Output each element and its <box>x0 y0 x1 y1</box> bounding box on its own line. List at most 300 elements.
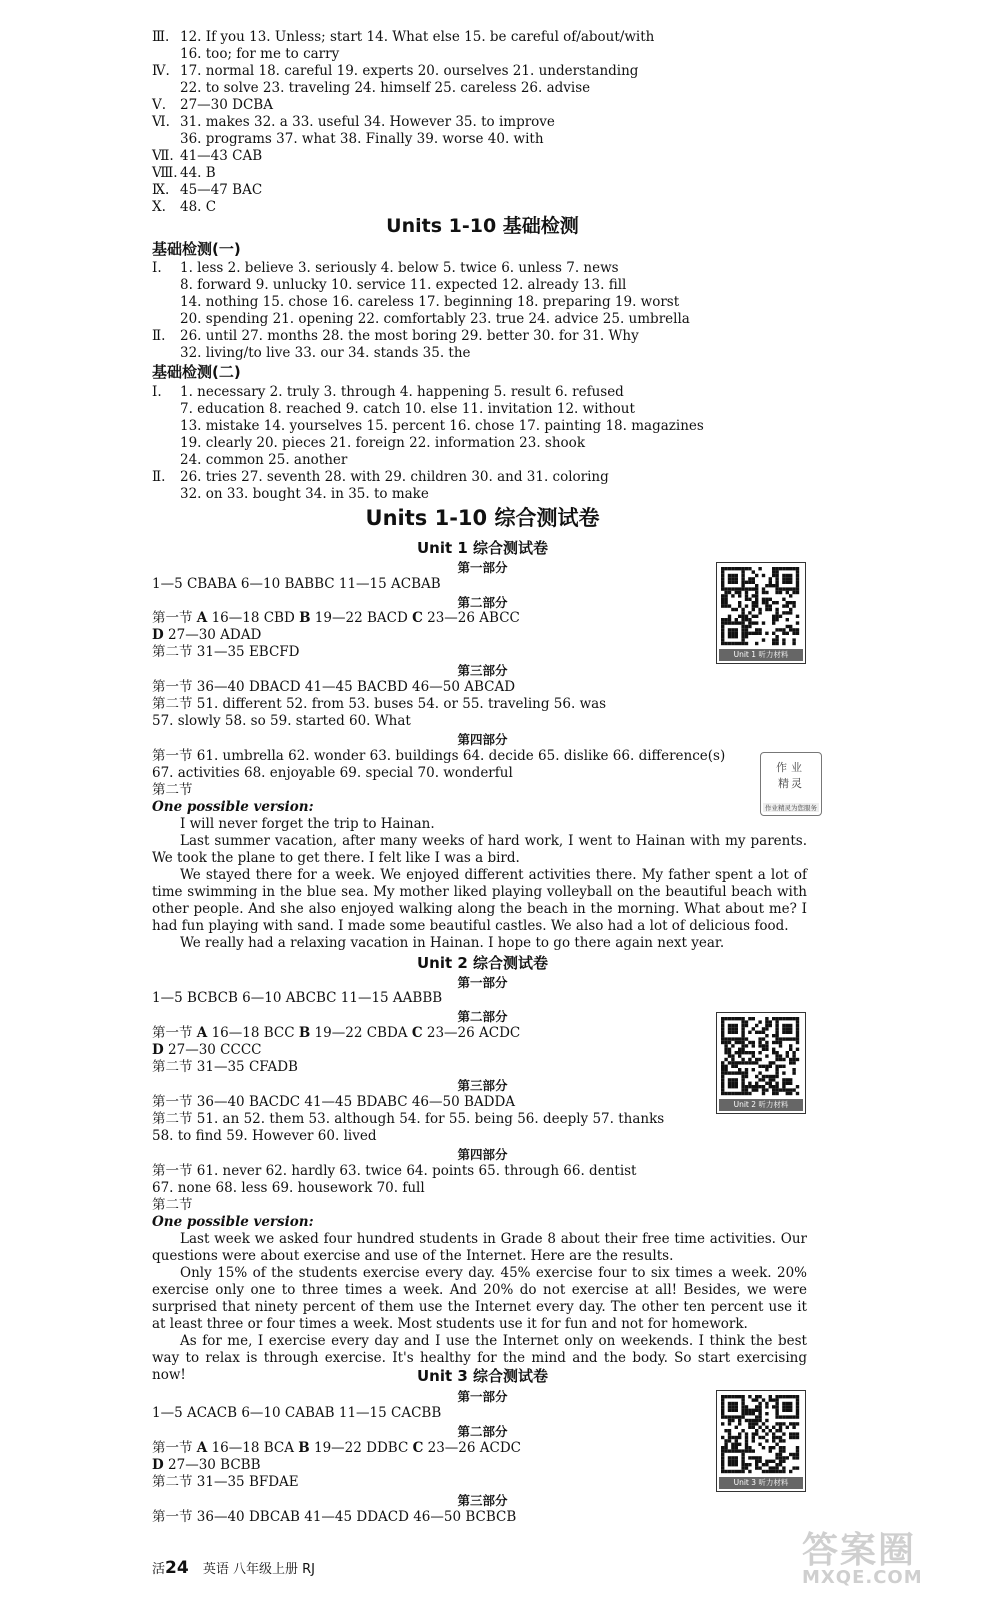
qr-module <box>755 1058 758 1061</box>
qr-module <box>721 1020 724 1023</box>
qr-module <box>792 628 795 631</box>
qr-module <box>775 581 778 584</box>
qr-module <box>758 1460 761 1463</box>
qr-module <box>745 625 748 628</box>
qr-module <box>741 570 744 573</box>
qr-module <box>789 1395 792 1398</box>
qr-module <box>779 1456 782 1459</box>
qr-module <box>789 1405 792 1408</box>
qr-module <box>796 1041 799 1044</box>
qr-module <box>789 567 792 570</box>
qr-module <box>728 1031 731 1034</box>
qr-module <box>755 601 758 604</box>
qr-module <box>775 1395 778 1398</box>
qr-module <box>775 642 778 645</box>
qr-module <box>741 1085 744 1088</box>
qr-module <box>728 1054 731 1057</box>
qr-module <box>724 1051 727 1054</box>
qr-module <box>792 1426 795 1429</box>
qr-module <box>792 1466 795 1469</box>
qr-module <box>775 1456 778 1459</box>
qr-module <box>769 1395 772 1398</box>
qr-module <box>775 635 778 638</box>
footer-book-info: 英语 八年级上册 RJ <box>202 1562 315 1577</box>
qr-module <box>735 1041 738 1044</box>
qr-module <box>724 1470 727 1473</box>
qr-module <box>792 591 795 594</box>
qr-module <box>721 1405 724 1408</box>
qr-module <box>779 1426 782 1429</box>
qr-module <box>775 1075 778 1078</box>
qr-code-unit2[interactable] <box>716 1012 806 1114</box>
qr-module <box>741 1092 744 1095</box>
qr-module <box>789 1088 792 1091</box>
qr-module <box>741 1058 744 1061</box>
qr-module <box>731 1078 734 1081</box>
qr-module <box>738 1449 741 1452</box>
qr-module <box>735 1446 738 1449</box>
answer-line: 第一节 36—40 DBCAB 41—45 DDACD 46—50 BCBCB <box>152 1509 517 1525</box>
version-label: One possible version: <box>152 799 314 815</box>
qr-module <box>772 1439 775 1442</box>
qr-module <box>748 567 751 570</box>
qr-module <box>779 1422 782 1425</box>
qr-module <box>728 1422 731 1425</box>
qr-module <box>775 1463 778 1466</box>
qr-module <box>792 1395 795 1398</box>
qr-module <box>752 1044 755 1047</box>
answer-line: Ⅳ. 17. normal 18. careful 19. experts 20. ourselves 21. understanding <box>152 63 639 79</box>
answer-line: 第二节 <box>152 782 193 798</box>
subsection-title: 基础检测(一) <box>152 240 241 258</box>
qr-module <box>779 628 782 631</box>
qr-module <box>762 1031 765 1034</box>
qr-module <box>769 1470 772 1473</box>
qr-module <box>731 577 734 580</box>
qr-module <box>731 1082 734 1085</box>
qr-module <box>724 1041 727 1044</box>
qr-module <box>769 1020 772 1023</box>
qr-module <box>762 1044 765 1047</box>
qr-module <box>724 601 727 604</box>
qr-module <box>765 1034 768 1037</box>
qr-module <box>724 618 727 621</box>
qr-module <box>745 1044 748 1047</box>
qr-module <box>796 1436 799 1439</box>
part-heading: 第三部分 <box>457 1493 508 1508</box>
qr-module <box>762 1398 765 1401</box>
qr-module <box>786 591 789 594</box>
qr-module <box>741 1449 744 1452</box>
qr-module <box>775 1466 778 1469</box>
qr-module <box>775 591 778 594</box>
qr-module <box>741 1048 744 1051</box>
qr-module <box>769 581 772 584</box>
qr-module <box>789 1402 792 1405</box>
qr-module <box>772 1034 775 1037</box>
qr-module <box>796 574 799 577</box>
qr-module <box>752 1432 755 1435</box>
qr-module <box>728 1470 731 1473</box>
qr-module <box>731 1415 734 1418</box>
qr-module <box>762 1470 765 1473</box>
qr-module <box>758 1405 761 1408</box>
qr-module <box>721 1065 724 1068</box>
qr-module <box>741 567 744 570</box>
qr-module <box>748 1470 751 1473</box>
qr-module <box>782 1395 785 1398</box>
answer-line: 1—5 BCBCB 6—10 ABCBC 11—15 AABBB <box>152 990 443 1006</box>
qr-module <box>786 1027 789 1030</box>
qr-module <box>789 1422 792 1425</box>
qr-module <box>738 1436 741 1439</box>
qr-module <box>755 1085 758 1088</box>
qr-module <box>772 1085 775 1088</box>
qr-module <box>772 642 775 645</box>
qr-module <box>775 577 778 580</box>
qr-module <box>775 584 778 587</box>
qr-module <box>762 591 765 594</box>
qr-module <box>731 594 734 597</box>
qr-module <box>721 1075 724 1078</box>
qr-module <box>789 1048 792 1051</box>
qr-module <box>748 611 751 614</box>
qr-module <box>752 1054 755 1057</box>
qr-module <box>721 1449 724 1452</box>
qr-module <box>789 581 792 584</box>
qr-module <box>728 591 731 594</box>
qr-module <box>758 1456 761 1459</box>
qr-module <box>782 1415 785 1418</box>
qr-module <box>748 1031 751 1034</box>
qr-module <box>755 1061 758 1064</box>
qr-module <box>796 621 799 624</box>
qr-module <box>728 1061 731 1064</box>
qr-module <box>792 1051 795 1054</box>
qr-module <box>741 618 744 621</box>
qr-module <box>721 1092 724 1095</box>
qr-module <box>782 1446 785 1449</box>
qr-module <box>782 628 785 631</box>
qr-module <box>728 1085 731 1088</box>
qr-module <box>792 1054 795 1057</box>
answer-line: Ⅰ. 1. necessary 2. truly 3. through 4. happening 5. result 6. refused <box>152 384 624 400</box>
qr-module <box>758 1044 761 1047</box>
qr-module <box>755 1432 758 1435</box>
qr-module <box>748 1422 751 1425</box>
answer-line: 第一节 A 16—18 BCC B 19—22 CBDA C 23—26 ACDC <box>152 1025 521 1041</box>
qr-module <box>765 1065 768 1068</box>
qr-module <box>738 587 741 590</box>
qr-module <box>769 604 772 607</box>
qr-module <box>755 1460 758 1463</box>
qr-module <box>786 587 789 590</box>
qr-module <box>738 1443 741 1446</box>
qr-module <box>779 1088 782 1091</box>
qr-module <box>775 1405 778 1408</box>
qr-module <box>745 1037 748 1040</box>
qr-module <box>728 1405 731 1408</box>
qr-code-unit3[interactable] <box>716 1390 806 1492</box>
part-heading: 第二部分 <box>457 1009 508 1024</box>
qr-module <box>792 587 795 590</box>
qr-module <box>721 628 724 631</box>
qr-module <box>796 1422 799 1425</box>
part-heading: 第二部分 <box>457 595 508 610</box>
qr-caption: Unit 3 听力材料 <box>719 1477 803 1489</box>
qr-module <box>728 1456 731 1459</box>
qr-module <box>775 628 778 631</box>
qr-module <box>745 1092 748 1095</box>
qr-module <box>789 1432 792 1435</box>
version-label: One possible version: <box>152 1214 314 1230</box>
qr-module <box>779 1041 782 1044</box>
qr-module <box>731 632 734 635</box>
qr-module <box>758 1412 761 1415</box>
qr-module <box>735 1061 738 1064</box>
qr-module <box>724 1037 727 1040</box>
qr-module <box>796 1048 799 1051</box>
qr-module <box>758 628 761 631</box>
qr-module <box>772 574 775 577</box>
qr-module <box>731 587 734 590</box>
qr-module <box>775 1020 778 1023</box>
qr-module <box>752 621 755 624</box>
qr-module <box>758 632 761 635</box>
qr-module <box>779 1470 782 1473</box>
qr-module <box>752 615 755 618</box>
qr-module <box>772 1426 775 1429</box>
qr-module <box>792 642 795 645</box>
qr-module <box>724 1429 727 1432</box>
qr-module <box>789 577 792 580</box>
qr-module <box>721 1061 724 1064</box>
qr-module <box>782 1456 785 1459</box>
answer-line: 32. living/to live 33. our 34. stands 35. the <box>180 345 471 361</box>
qr-module <box>728 604 731 607</box>
qr-module <box>741 1460 744 1463</box>
qr-module <box>748 1051 751 1054</box>
qr-module <box>758 1020 761 1023</box>
qr-module <box>786 604 789 607</box>
qr-module <box>724 1071 727 1074</box>
qr-module <box>755 1075 758 1078</box>
qr-module <box>721 587 724 590</box>
answer-line: 第一节 A 16—18 CBD B 19—22 BACD C 23—26 ABCC <box>152 610 520 626</box>
answer-line: 58. to find 59. However 60. lived <box>152 1128 377 1144</box>
qr-module <box>789 608 792 611</box>
qr-module <box>758 1041 761 1044</box>
qr-module <box>796 1466 799 1469</box>
qr-module <box>728 632 731 635</box>
qr-module <box>789 594 792 597</box>
qr-module <box>748 1041 751 1044</box>
qr-module <box>748 1449 751 1452</box>
qr-module <box>765 1027 768 1030</box>
answer-line: 19. clearly 20. pieces 21. foreign 22. information 23. shook <box>180 435 585 451</box>
qr-module <box>782 638 785 641</box>
qr-module <box>755 574 758 577</box>
qr-module <box>775 574 778 577</box>
qr-module <box>758 1078 761 1081</box>
qr-module <box>782 1422 785 1425</box>
qr-module <box>724 598 727 601</box>
part-heading: 第四部分 <box>457 1147 508 1162</box>
qr-module <box>779 1037 782 1040</box>
qr-module <box>721 1436 724 1439</box>
qr-module <box>728 1432 731 1435</box>
qr-module <box>769 1075 772 1078</box>
qr-module <box>752 608 755 611</box>
part-heading: 第一部分 <box>457 1389 508 1404</box>
qr-module <box>741 1082 744 1085</box>
qr-module <box>775 1088 778 1091</box>
qr-module <box>741 1024 744 1027</box>
answer-line: Ⅴ. 27—30 DCBA <box>152 97 273 113</box>
qr-module <box>782 1024 785 1027</box>
qr-module <box>779 1415 782 1418</box>
qr-module <box>745 1051 748 1054</box>
qr-module <box>755 594 758 597</box>
qr-pattern-icon <box>717 1013 805 1099</box>
qr-module <box>762 1037 765 1040</box>
qr-module <box>748 577 751 580</box>
qr-module <box>748 632 751 635</box>
answer-line: 67. none 68. less 69. housework 70. full <box>152 1180 425 1196</box>
qr-module <box>724 587 727 590</box>
qr-module <box>775 567 778 570</box>
qr-module <box>789 1453 792 1456</box>
qr-module <box>786 1037 789 1040</box>
qr-module <box>741 1429 744 1432</box>
qr-module <box>721 1422 724 1425</box>
qr-module <box>728 1436 731 1439</box>
qr-module <box>775 1054 778 1057</box>
qr-module <box>775 1068 778 1071</box>
qr-module <box>745 1419 748 1422</box>
qr-module <box>728 1449 731 1452</box>
qr-module <box>772 1470 775 1473</box>
qr-module <box>721 625 724 628</box>
qr-module <box>752 1041 755 1044</box>
qr-module <box>772 1017 775 1020</box>
qr-module <box>796 1412 799 1415</box>
qr-module <box>752 1068 755 1071</box>
footer-brand: 活 <box>152 1562 166 1577</box>
qr-module <box>765 584 768 587</box>
qr-module <box>745 1463 748 1466</box>
qr-module <box>728 1439 731 1442</box>
qr-module <box>728 1092 731 1095</box>
qr-module <box>741 1466 744 1469</box>
qr-module <box>782 1078 785 1081</box>
qr-module <box>758 1031 761 1034</box>
qr-module <box>731 1061 734 1064</box>
qr-module <box>758 1085 761 1088</box>
qr-module <box>796 1034 799 1037</box>
qr-module <box>786 1024 789 1027</box>
qr-module <box>779 615 782 618</box>
qr-module <box>731 1037 734 1040</box>
qr-module <box>738 594 741 597</box>
qr-module <box>786 618 789 621</box>
qr-code-unit1[interactable] <box>716 562 806 664</box>
qr-module <box>721 638 724 641</box>
qr-module <box>721 574 724 577</box>
qr-module <box>769 598 772 601</box>
qr-module <box>779 1453 782 1456</box>
answer-line: 第一节 36—40 DBACD 41—45 BACBD 46—50 ABCAD <box>152 679 516 695</box>
qr-module <box>765 1439 768 1442</box>
qr-module <box>755 1405 758 1408</box>
qr-module <box>775 1034 778 1037</box>
qr-module <box>782 1065 785 1068</box>
qr-module <box>786 611 789 614</box>
qr-module <box>741 1470 744 1473</box>
qr-module <box>782 1037 785 1040</box>
qr-module <box>745 618 748 621</box>
qr-module <box>735 574 738 577</box>
qr-module <box>775 570 778 573</box>
answer-line: 第二节 31—35 BFDAE <box>152 1474 299 1490</box>
qr-module <box>772 1405 775 1408</box>
qr-module <box>728 567 731 570</box>
essay-paragraph: Only 15% of the students exercise every day. 45% exercise four to six times a week. 20% exercise only one to three times a week. And 20% do not exercise at all! Besides, we were surprised that ninety percent of them use the Internet every day. The other ten percent use it at least three or four times a week. Most students use it for fun and not for homework. <box>152 1265 807 1332</box>
qr-module <box>745 1088 748 1091</box>
qr-module <box>738 601 741 604</box>
qr-module <box>735 1395 738 1398</box>
qr-module <box>786 625 789 628</box>
answer-line: 16. too; for me to carry <box>180 46 340 62</box>
qr-module <box>786 632 789 635</box>
qr-module <box>779 1058 782 1061</box>
qr-module <box>789 625 792 628</box>
qr-module <box>745 1085 748 1088</box>
qr-module <box>735 1082 738 1085</box>
qr-module <box>765 1048 768 1051</box>
qr-module <box>721 1024 724 1027</box>
qr-module <box>735 581 738 584</box>
qr-module <box>724 604 727 607</box>
qr-module <box>775 1453 778 1456</box>
qr-module <box>755 1024 758 1027</box>
qr-module <box>741 608 744 611</box>
qr-module <box>728 1041 731 1044</box>
qr-module <box>792 1422 795 1425</box>
qr-module <box>765 1405 768 1408</box>
qr-module <box>786 601 789 604</box>
qr-module <box>741 1456 744 1459</box>
qr-module <box>745 1449 748 1452</box>
qr-module <box>738 642 741 645</box>
qr-module <box>775 608 778 611</box>
qr-module <box>775 1470 778 1473</box>
qr-module <box>752 604 755 607</box>
answer-line: 第二节 51. different 52. from 53. buses 54. or 55. traveling 56. was <box>152 696 607 712</box>
qr-module <box>765 1024 768 1027</box>
qr-module <box>721 570 724 573</box>
qr-module <box>728 1024 731 1027</box>
qr-module <box>741 1088 744 1091</box>
qr-module <box>789 1031 792 1034</box>
qr-module <box>731 1449 734 1452</box>
qr-module <box>721 594 724 597</box>
qr-module <box>765 1460 768 1463</box>
qr-module <box>765 1044 768 1047</box>
qr-module <box>796 1024 799 1027</box>
qr-module <box>741 574 744 577</box>
qr-module <box>792 1088 795 1091</box>
